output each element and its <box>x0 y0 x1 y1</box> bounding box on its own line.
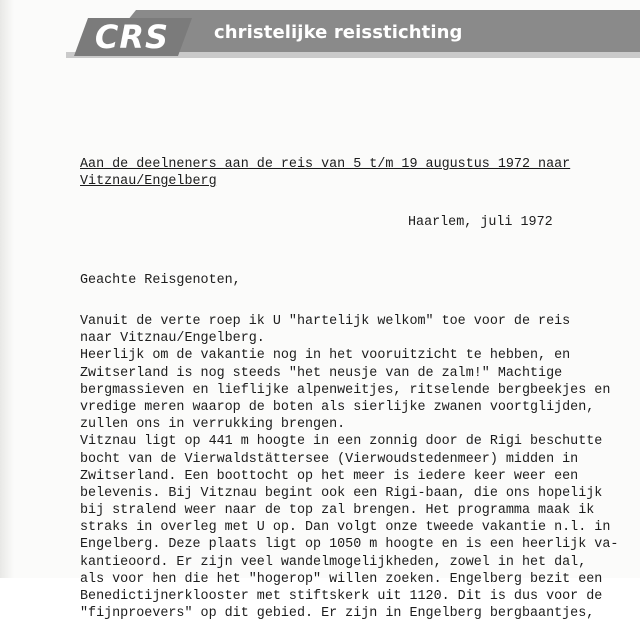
body-line: Benedictijnerklooster met stiftskerk uit 1120. Dit is dus voor de <box>80 589 603 604</box>
body-line: kantieoord. Er zijn veel wandelmogelijkheden, zowel in het dal, <box>80 554 587 570</box>
body-line: bij stralend weer naar de top zal brengen. Het programma maak ik <box>80 503 595 519</box>
body-line: Vitznau ligt op 441 m hoogte in een zonnig door de Rigi beschutte <box>80 434 603 450</box>
organization-name: christelijke reisstichting <box>214 22 463 43</box>
salutation: Geachte Reisgenoten, <box>80 273 241 288</box>
body-line: "fijnproevers" op dit gebied. Er zijn in Engelberg bergbaantjes, <box>80 606 595 622</box>
body-line: als voor hen die het "hogerop" willen zoeken. Engelberg bezit een <box>80 571 603 587</box>
body-line: vredige meren waarop de boten als sierlijke zwanen voortglijden, <box>80 399 595 415</box>
body-line: straks in overleg met U op. Dan volgt onze tweede vakantie n.l. in <box>80 520 611 536</box>
subject-line: Aan de deelneners aan de reis van 5 t/m 19 augustus 1972 naar <box>80 157 571 172</box>
body-line: bocht van de Vierwaldstättersee (Vierwoudstedenmeer) midden in <box>80 451 579 467</box>
letter-subject <box>80 156 600 190</box>
letter-body <box>80 313 640 622</box>
scan-edge-shadow <box>0 0 14 578</box>
crs-logo <box>74 12 194 60</box>
body-line: zullen ons in verrukking brengen. <box>80 417 346 433</box>
subject-line: Vitznau/Engelberg <box>80 174 217 189</box>
crs-logo-lettering: CRS <box>94 18 170 56</box>
body-line: Engelberg. Deze plaats ligt op 1050 m hoogte en is een heerlijk va- <box>80 537 619 553</box>
body-line: bergmassieven en lieflijke alpenweitjes, ritselende bergbeekjes en <box>80 382 611 398</box>
body-line: Zwitserland is nog steeds "het neusje van de zalm!" Machtige <box>80 365 563 381</box>
body-line: Vanuit de verte roep ik U "hartelijk welkom" toe voor de reis <box>80 314 571 329</box>
body-line: Heerlijk om de vakantie nog in het vooruitzicht te hebben, en <box>80 348 571 364</box>
body-line: belevenis. Bij Vitznau begint ook een Rigi-baan, die ons hopelijk <box>80 485 603 501</box>
body-line: Zwitserland. Een boottocht op het meer is iedere keer weer een <box>80 468 579 484</box>
body-line: naar Vitznau/Engelberg. <box>80 331 265 347</box>
place-and-date: Haarlem, juli 1972 <box>408 215 553 230</box>
